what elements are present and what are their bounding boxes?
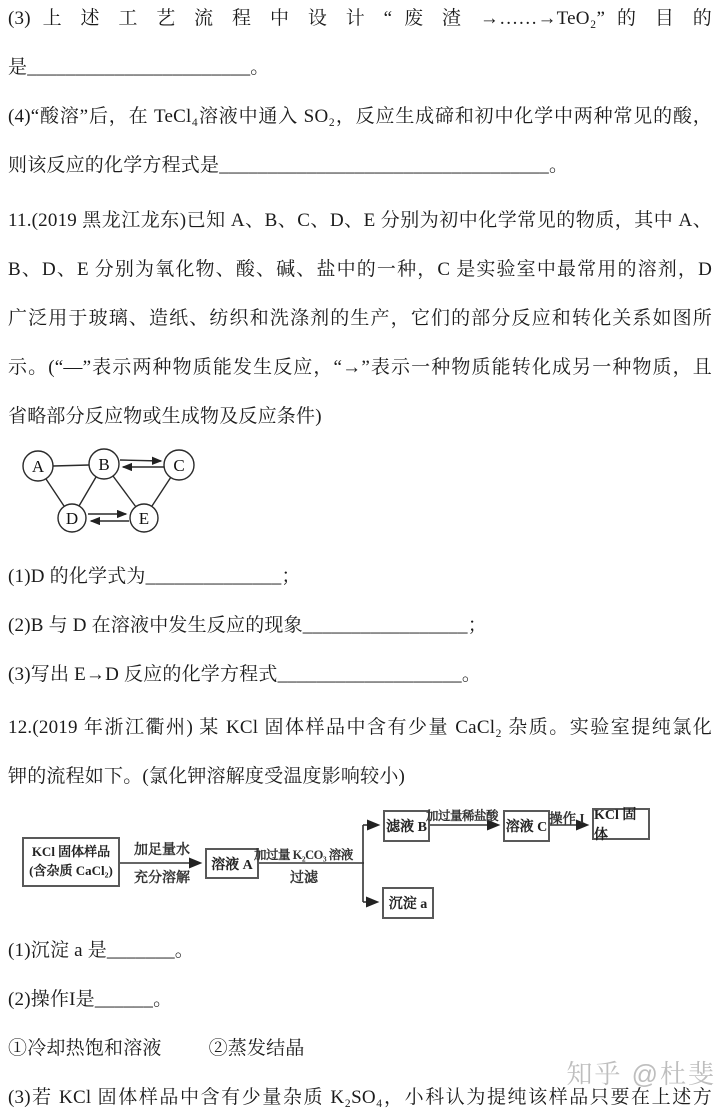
q10-part4-blank-line: 则该反应的化学方程式是__________________________________。 bbox=[8, 155, 569, 176]
q11-intro-line4: 示。(“—”表示两种物质能发生反应，“→”表示一种物质能转化成另一种物质，且 bbox=[8, 357, 712, 378]
label-add-water: 加足量水 bbox=[134, 843, 190, 858]
node-c-label: C bbox=[173, 456, 185, 475]
q11-sub2-blank-line: (2)B 与 D 在溶液中发生反应的现象_________________； bbox=[8, 615, 487, 636]
q11-sub3-blank-line: (3)写出 E→D 反应的化学方程式___________________。 bbox=[8, 664, 482, 685]
box-kcl-solid: KCl 固体 bbox=[592, 808, 650, 840]
label-operation-1: 操作 I bbox=[549, 811, 585, 826]
box-precipitate-a: 沉淀 a bbox=[382, 887, 434, 919]
q12-sub2-blank-line: (2)操作I是______。 bbox=[8, 989, 173, 1010]
box-solution-c: 溶液 C bbox=[503, 810, 550, 842]
node-b-label: B bbox=[98, 455, 110, 474]
label-add-k2co3: 加过量 K₂CO₃ 溶液 bbox=[254, 848, 353, 862]
q11-relationship-diagram bbox=[8, 446, 223, 546]
q12-sub1-blank-line: (1)沉淀 a 是_______。 bbox=[8, 940, 194, 961]
q11-intro-line3: 广泛用于玻璃、造纸、纺织和洗涤剂的生产，它们的部分反应和转化关系如图所 bbox=[8, 308, 712, 329]
q11-intro-line1: 11.(2019 黑龙江龙东)已知 A、B、C、D、E 分别为初中化学常见的物质，其中 A、 bbox=[8, 210, 712, 231]
box-solution-a: 溶液 A bbox=[205, 848, 259, 879]
node-d-label: D bbox=[65, 509, 79, 528]
label-dissolve-fully: 充分溶解 bbox=[134, 871, 190, 886]
edge-b-d bbox=[79, 477, 96, 506]
edge-a-d bbox=[46, 479, 64, 506]
q12-purification-flowchart bbox=[0, 803, 720, 928]
q12-intro-line1: 12.(2019 年浙江衢州) 某 KCl 固体样品中含有少量 CaCl₂ 杂质。实验室提纯氯化 bbox=[8, 717, 712, 738]
zhihu-watermark: 知乎 @杜斐 bbox=[566, 1059, 716, 1089]
q10-part3-line1: (3) 上 述 工 艺 流 程 中 设 计 “ 废 渣 →……→TeO₂” 的 目 的 bbox=[8, 8, 712, 29]
q12-sub3-line: (3)若 KCl 固体样品中含有少量杂质 K₂SO₄，小科认为提纯该样品只要在上述方 bbox=[8, 1087, 712, 1108]
box-filtrate-b: 滤液 B bbox=[383, 810, 430, 842]
option-2: ②蒸发结晶 bbox=[208, 1038, 305, 1059]
node-e-label: E bbox=[138, 509, 150, 528]
box-kcl-sample-line2: (含杂质 CaCl₂) bbox=[29, 863, 113, 878]
q12-options-line bbox=[8, 1036, 712, 1061]
node-a-label: A bbox=[31, 457, 45, 476]
q10-part3-blank-line: 是_______________________。 bbox=[8, 57, 270, 78]
option-1: ①冷却热饱和溶液 bbox=[8, 1038, 162, 1059]
arrow-b-to-c bbox=[120, 460, 161, 461]
q12-intro-line2: 钾的流程如下。(氯化钾溶解度受温度影响较小) bbox=[8, 766, 406, 787]
box-kcl-sample-line1: KCl 固体样品 bbox=[31, 844, 111, 860]
q11-intro-line5: 省略部分反应物或生成物及反应条件) bbox=[8, 406, 322, 427]
label-filter: 过滤 bbox=[290, 871, 318, 886]
box-kcl-sample bbox=[22, 837, 120, 887]
edge-c-e bbox=[152, 477, 171, 506]
label-add-dilute-hcl: 加过量稀盐酸 bbox=[426, 809, 499, 823]
q10-part4-line1: (4)“酸溶”后，在 TeCl₄溶液中通入 SO₂，反应生成碲和初中化学中两种常见的酸， bbox=[8, 106, 712, 127]
q11-sub1-blank-line: (1)D 的化学式为______________； bbox=[8, 566, 301, 587]
edge-b-e bbox=[113, 476, 136, 507]
q11-intro-line2: B、D、E 分别为氧化物、酸、碱、盐中的一种，C 是实验室中最常用的溶剂，D bbox=[8, 259, 712, 280]
edge-a-b bbox=[53, 465, 89, 466]
